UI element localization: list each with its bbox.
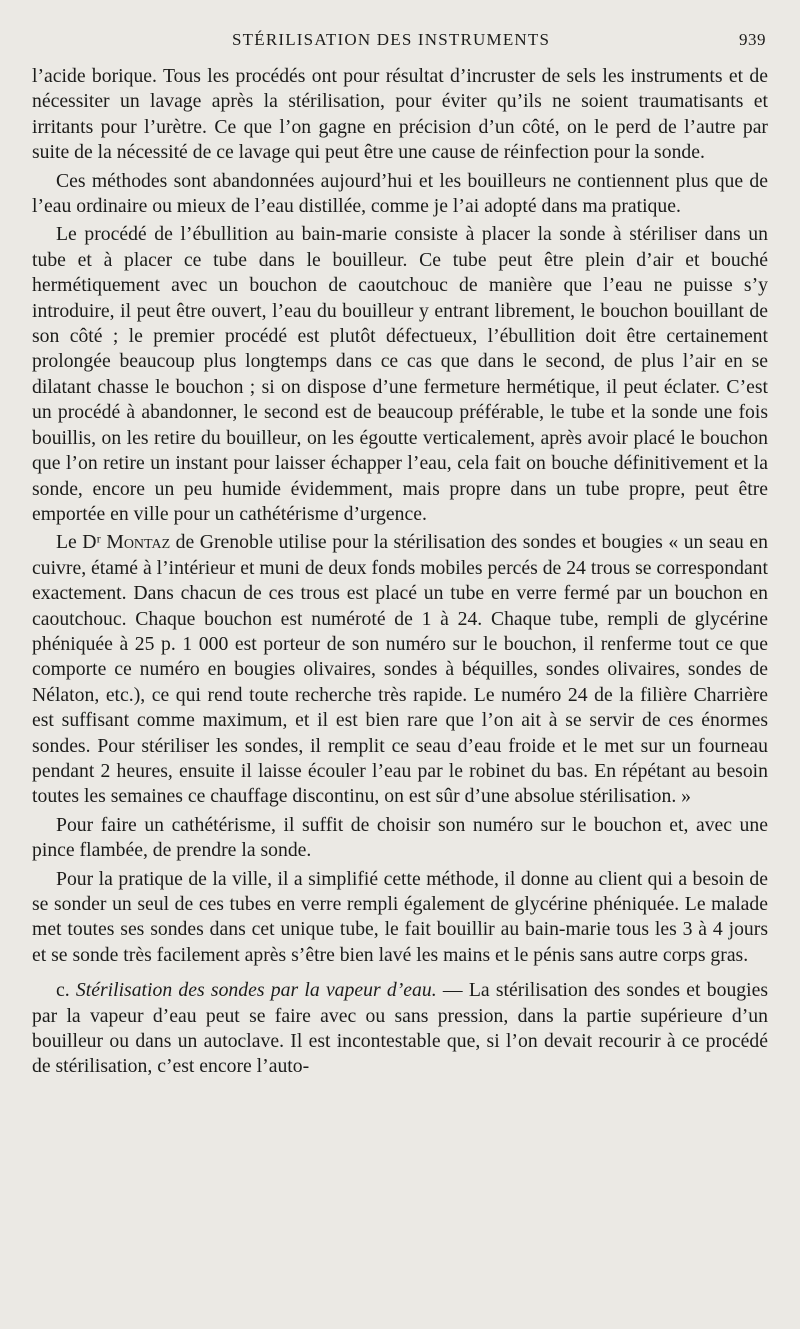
section-text: — La stérilisation des sondes et bougies par la vapeur d’eau peut se faire avec ou sans pression, dans la partie supérieure d’un bouilleur ou dans un autoclave. Il est incontestable que, si l’on devait recourir à ce procédé de stérilisation, c’est encore l’auto-: [32, 979, 769, 1078]
section-label: c.: [56, 979, 76, 1002]
paragraph-continued: l’acide borique. Tous les procédés ont pour résultat d’incruster de sels les instruments et de nécessiter un lavage après la stérilisation, pour éviter qu’ils ne soient traumatisants et irritants pour l’urètre. Ce que l’on gagne en précision d’un côté, on le perd de l’autre par suite de la nécessité de ce lavage qui peut être une cause de réinfection pour la sonde.: [32, 65, 768, 164]
montaz-prefix: Le Dʳ: [56, 531, 107, 554]
paragraph-bain-marie: Le procédé de l’ébullition au bain-marie consiste à placer la sonde à stériliser dans un tube et à placer ce tube dans le bouilleur. Ce tube peut être plein d’air et bouché hermétiquement avec un bouchon de caoutchouc de manière que l’eau ne puisse s’y introduire, il peut être ouvert, l’eau du bouilleur y entrant librement, le bouchon bouillant de son côté ; le premier procédé est plutôt défectueux, l’ébullition doit être certainement prolongée beaucoup plus longtemps dans ce cas que dans le second, de plus l’air en se dilatant chasse le bouchon ; si on dispose d’une fermeture hermétique, il peut éclater. C’est un procédé à abandonner, le second est de beaucoup préférable, le tube et la sonde une fois bouillis, on les retire du bouilleur, on les égoutte verticalement, après avoir placé le bouchon que l’on retire un instant pour laisser échapper l’eau, cela fait on bouche définitivement et la sonde, encore un peu humide évidemment, mais propre dans un tube propre, peut être emportée en ville pour un cathétérisme d’urgence.: [32, 223, 768, 525]
paragraph-catheterism: Pour faire un cathétérisme, il suffit de choisir son numéro sur le bouchon et, avec une pince flambée, de prendre la sonde.: [32, 813, 768, 862]
page-number: 939: [739, 30, 766, 49]
paragraph-steam-sterilization: [32, 978, 768, 1080]
paragraph-montaz: [32, 530, 768, 809]
section-heading: Stérilisation des sondes par la vapeur d’eau.: [75, 979, 437, 1002]
montaz-name: Montaz: [106, 531, 171, 554]
montaz-text: de Grenoble utilise pour la stérilisation des sondes et bougies « un seau en cuivre, étamé à l’intérieur et muni de deux fonds mobiles percés de 24 trous se correspondant exactement. Dans chacun de ces trous est placé un tube en verre fermé par un bouchon en caoutchouc. Chaque bouchon est numéroté de 1 à 24. Chaque tube, rempli de glycérine phéniquée à 25 p. 1 000 est porteur de son numéro sur le bouchon, il renferme tout ce que comporte ce numéro en bougies olivaires, sondes à béquilles, sondes olivaires, sondes de Nélaton, etc.), ce qui rend toute recherche très rapide. Le numéro 24 de la filière Charrière est suffisant comme maximum, et il est bien rare que l’on ait à se servir de ces énormes sondes. Pour stériliser les sondes, il remplit ce seau d’eau froide et le met sur un fourneau pendant 2 heures, ensuite il laisse écouler l’eau par le robinet du bas. En répétant au besoin toutes les semaines ce chauffage discontinu, on est sûr d’une absolue stérilisation. »: [32, 531, 768, 808]
body-text: [32, 64, 768, 1083]
running-head: [32, 24, 768, 54]
paragraph-methods-abandoned: Ces méthodes sont abandonnées aujourd’hui et les bouilleurs ne contiennent plus que de l’eau ordinaire ou mieux de l’eau distillée, comme je l’ai adopté dans ma pratique.: [32, 169, 768, 218]
paragraph-city-practice: Pour la pratique de la ville, il a simplifié cette méthode, il donne au client qui a besoin de se sonder un seul de ces tubes en verre rempli également de glycérine phéniquée. Le malade met toutes ses sondes dans cet unique tube, le fait bouillir au bain-marie tous les 3 à 4 jours et se sonde très facilement après s’être bien lavé les mains et le pénis sans autre corps gras.: [32, 867, 768, 966]
running-title: STÉRILISATION DES INSTRUMENTS: [232, 30, 551, 49]
